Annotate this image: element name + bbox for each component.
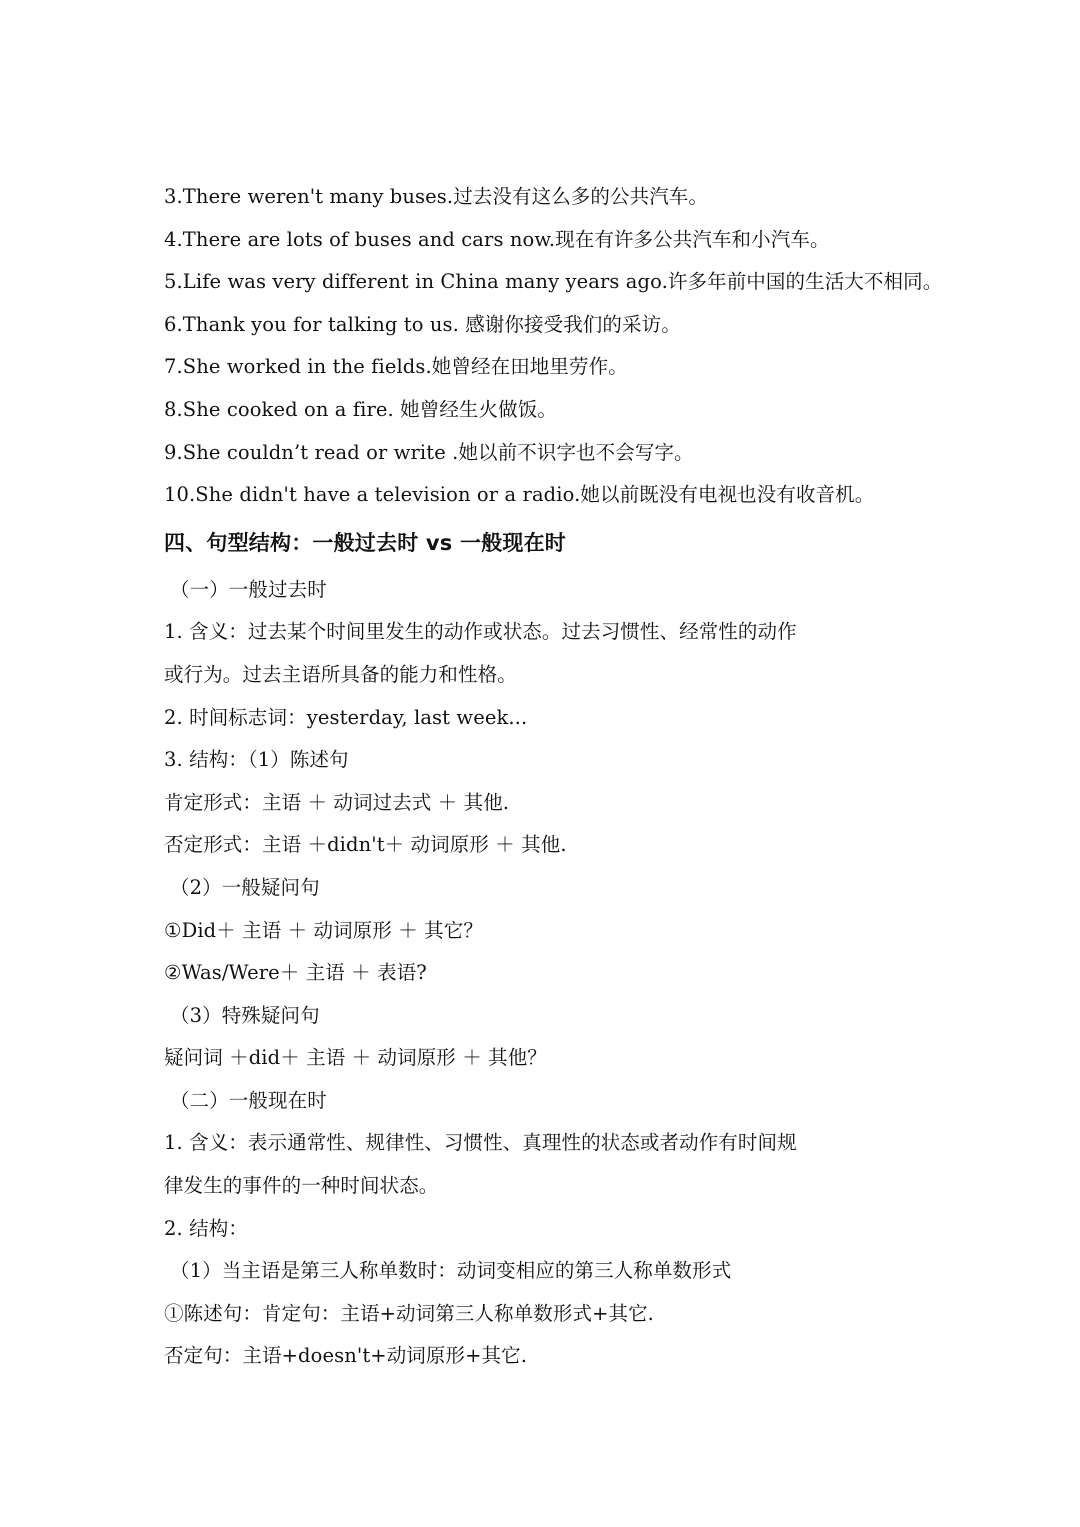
present-third-person: （1）当主语是第三人称单数时：动词变相应的第三人称单数形式	[170, 1259, 732, 1283]
past-meaning-line-2: 或行为。过去主语所具备的能力和性格。	[164, 662, 517, 686]
sentence-4: 4.There are lots of buses and cars now.现在有许多公共汽车和小汽车。	[164, 227, 830, 251]
past-affirmative: 肯定形式：主语 ＋ 动词过去式 ＋ 其他.	[164, 790, 510, 814]
sentence-8: 8.She cooked on a fire. 她曾经生火做饭。	[164, 397, 557, 421]
past-question-1: ①Did＋ 主语 ＋ 动词原形 ＋ 其它？	[164, 918, 483, 942]
past-time-words: 2. 时间标志词：yesterday, last week...	[164, 705, 528, 729]
present-statement: ①陈述句：肯定句：主语+动词第三人称单数形式+其它.	[164, 1301, 654, 1325]
past-negative: 否定形式：主语 ＋didn't＋ 动词原形 ＋ 其他.	[164, 833, 567, 857]
present-tense-title: （二）一般现在时	[170, 1088, 327, 1112]
past-special-question: 疑问词 ＋did＋ 主语 ＋ 动词原形 ＋ 其他？	[164, 1046, 547, 1070]
sentence-9: 9.She couldn’t read or write .她以前不识字也不会写字。	[164, 440, 694, 464]
past-question-title: （2）一般疑问句	[170, 875, 320, 899]
present-meaning-line-1: 1. 含义：表示通常性、规律性、习惯性、真理性的状态或者动作有时间规	[164, 1131, 797, 1155]
sentence-5: 5.Life was very different in China many years ago.许多年前中国的生活大不相同。	[164, 270, 943, 294]
sentence-6: 6.Thank you for talking to us. 感谢你接受我们的采访。	[164, 312, 681, 336]
present-negative: 否定句：主语+doesn't+动词原形+其它.	[164, 1344, 528, 1368]
past-special-question-title: （3）特殊疑问句	[170, 1003, 320, 1027]
document-content	[164, 176, 943, 1378]
sentence-3: 3.There weren't many buses.过去没有这么多的公共汽车。	[164, 185, 709, 208]
past-meaning-line-1: 1. 含义：过去某个时间里发生的动作或状态。过去习惯性、经常性的动作	[164, 620, 797, 644]
sentence-7: 7.She worked in the fields.她曾经在田地里劳作。	[164, 355, 628, 379]
present-meaning-line-2: 律发生的事件的一种时间状态。	[164, 1174, 439, 1198]
section-heading: 四、句型结构：一般过去时 vs 一般现在时	[164, 530, 567, 555]
past-structure: 3. 结构：（1）陈述句	[164, 748, 349, 772]
present-structure: 2. 结构：	[164, 1216, 248, 1240]
sentence-10: 10.She didn't have a television or a radio.她以前既没有电视也没有收音机。	[164, 483, 875, 507]
past-tense-title: （一）一般过去时	[170, 577, 327, 601]
past-question-2: ②Was/Were＋ 主语 ＋ 表语?	[164, 961, 427, 985]
